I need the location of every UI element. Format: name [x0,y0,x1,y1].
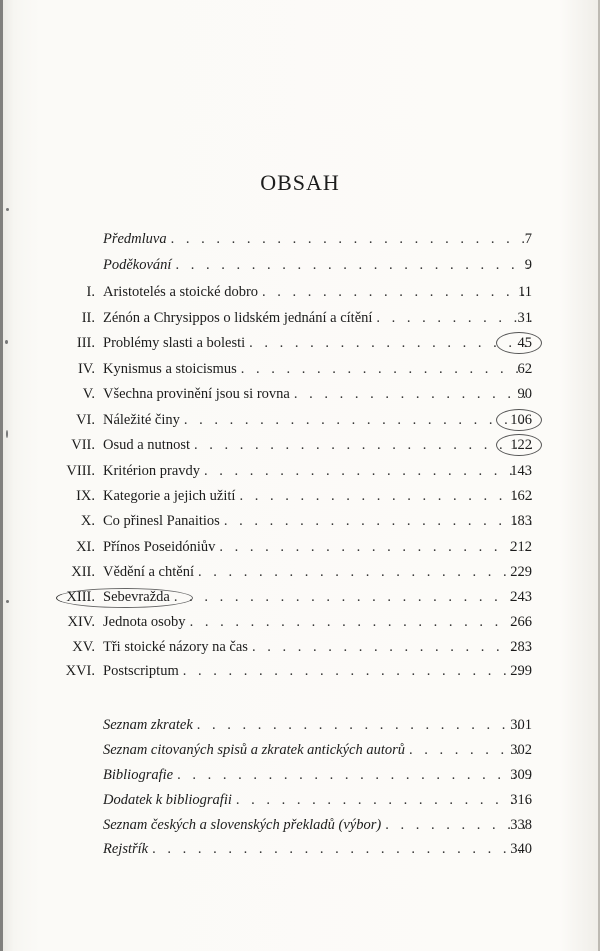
toc-page-number: 212 [510,539,532,555]
toc-label: Dodatek k bibliografii [103,792,232,808]
toc-entry-preface [0,228,600,250]
chapter-number: VIII. [66,463,95,479]
toc-chapter-row [0,485,600,507]
toc-chapter-row [0,358,600,380]
chapter-number: XIV. [67,614,95,630]
toc-label: Postscriptum [103,663,179,679]
chapter-number: IX. [76,488,95,504]
toc-label: Rejstřík [103,841,149,857]
pen-circle-mark [496,332,542,354]
toc-label: Sebevražda [103,589,170,605]
leader-dots [183,660,532,682]
toc-entry-bibliography-supplement [0,789,600,811]
toc-page-number: 229 [510,564,532,580]
toc-chapter-row [0,383,600,405]
leader-dots [171,228,532,250]
toc-label: Seznam citovaných spisů a zkratek antických autorů [103,742,406,758]
chapter-number: XI. [76,539,95,555]
toc-page-number: 266 [510,614,532,630]
leader-dots [194,434,532,456]
leader-dots [204,460,532,482]
toc-label: Náležité činy [103,412,180,428]
toc-chapter-row [0,611,600,633]
leader-dots [236,789,532,811]
leader-dots [177,764,532,786]
toc-entry-acknowledgements [0,254,600,276]
toc-label: Seznam českých a slovenských překladů (výbor) [103,817,382,833]
toc-chapter-row [0,660,600,682]
toc-page-number: 9 [524,257,532,273]
toc-page-number: 162 [510,488,532,504]
leader-dots [174,586,532,608]
toc-page-number: 45 [517,335,532,351]
chapter-number: IV. [77,361,95,377]
chapter-number: V. [82,386,95,402]
toc-chapter-row [0,636,600,658]
toc-chapter-row [0,561,600,583]
toc-page-number: 302 [510,742,532,758]
toc-page-number: 62 [517,361,532,377]
leader-dots [239,485,532,507]
toc-label: Aristotelés a stoické dobro [103,284,259,300]
leader-dots [198,561,532,583]
toc-page-number: 338 [510,817,532,833]
toc-label: Kategorie a jejich užití [103,488,236,504]
toc-label: Zénón a Chrysippos o lidském jednání a cítění [103,310,373,326]
toc-page-number: 106 [510,412,532,428]
leader-dots [190,611,532,633]
toc-label: Problémy slasti a bolesti [103,335,246,351]
toc-label: Tři stoické názory na čas [103,639,248,655]
toc-label: Kritérion pravdy [103,463,201,479]
toc-entry-translations [0,814,600,836]
chapter-number: VI. [76,412,95,428]
toc-label: Přínos Poseidóniův [103,539,216,555]
toc-label: Seznam zkratek [103,717,193,733]
chapter-number: II. [81,310,95,326]
leader-dots [241,358,532,380]
toc-chapter-row [0,586,600,608]
toc-label: Předmluva [103,231,167,247]
pen-circle-mark [496,434,542,456]
paper-speck [6,430,8,438]
leader-dots [175,254,532,276]
leader-dots [249,332,532,354]
chapter-number: XII. [71,564,95,580]
chapter-number: III. [76,335,95,351]
toc-entry-abbreviations [0,714,600,736]
toc-page-number: 340 [510,841,532,857]
toc-label: Osud a nutnost [103,437,190,453]
toc-entry-bibliography [0,764,600,786]
toc-chapter-row [0,281,600,303]
leader-dots [252,636,532,658]
chapter-number: XIII. [66,589,95,605]
leader-dots [184,409,532,431]
toc-chapter-row [0,307,600,329]
toc-page-number: 122 [510,437,532,453]
toc-chapter-row [0,434,600,456]
page-title: OBSAH [260,170,340,195]
toc-chapter-row [0,332,600,354]
toc-page-number: 183 [510,513,532,529]
toc-page-number: 309 [510,767,532,783]
paper-speck [6,208,9,211]
toc-label: Bibliografie [103,767,174,783]
toc-page-number: 299 [510,663,532,679]
toc-entry-index [0,838,600,860]
toc-page-number: 301 [510,717,532,733]
paper-speck [6,600,9,603]
toc-chapter-row [0,409,600,431]
toc-chapter-row [0,510,600,532]
toc-label: Co přinesl Panaitios [103,513,220,529]
toc-label: Jednota osoby [103,614,186,630]
leader-dots [152,838,532,860]
toc-page-number: 143 [510,463,532,479]
toc-page-number: 31 [517,310,532,326]
toc-label: Vědění a chtění [103,564,194,580]
toc-page-number: 11 [518,284,532,300]
toc-label: Všechna provinění jsou si rovna [103,386,290,402]
toc-label: Kynismus a stoicismus [103,361,237,377]
toc-label: Poděkování [103,257,172,273]
toc-chapter-row [0,536,600,558]
paper-speck [5,340,8,344]
leader-dots [197,714,532,736]
toc-page-number: 283 [510,639,532,655]
toc-page-number: 7 [524,231,532,247]
chapter-number: XVI. [65,663,95,679]
toc-page-number: 243 [510,589,532,605]
leader-dots [224,510,532,532]
chapter-number: I. [86,284,95,300]
chapter-number: X. [80,513,95,529]
pen-circle-mark [496,409,542,431]
toc-page-number: 316 [510,792,532,808]
chapter-number: XV. [72,639,95,655]
toc-page-number: 90 [517,386,532,402]
toc-entry-cited-works [0,739,600,761]
chapter-number: VII. [71,437,95,453]
toc-chapter-row [0,460,600,482]
leader-dots [219,536,532,558]
